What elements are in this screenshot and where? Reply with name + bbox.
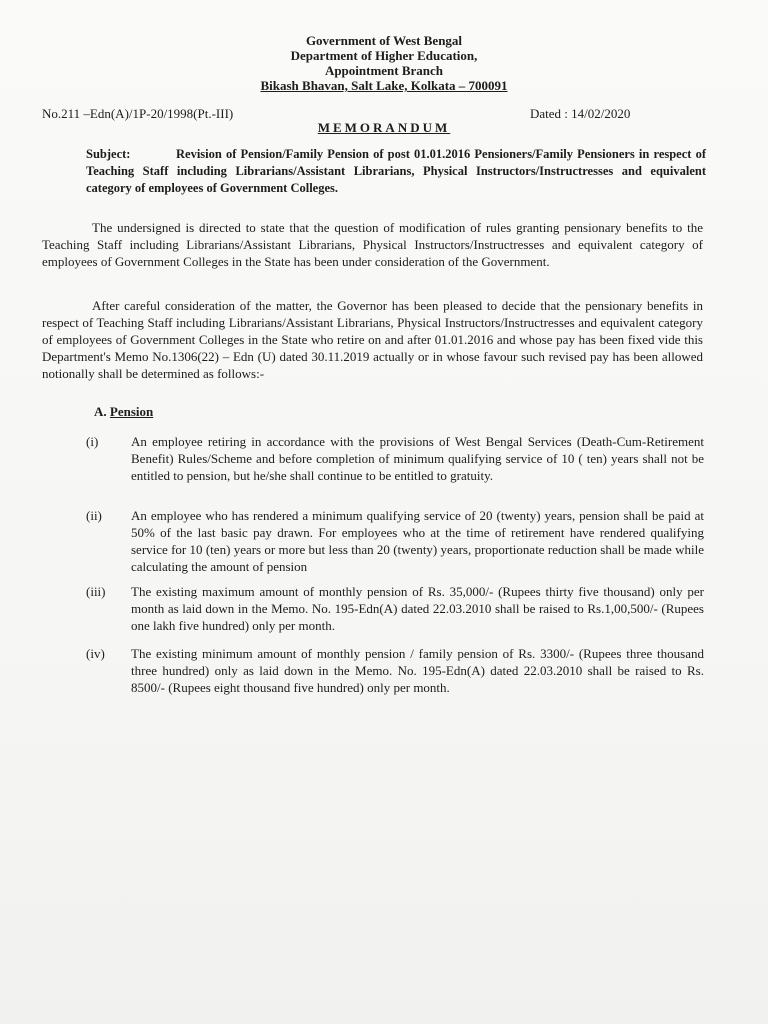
section-title: Pension	[109, 404, 154, 419]
memo-title	[0, 120, 768, 136]
section-prefix: A.	[94, 404, 107, 419]
list-item	[86, 645, 704, 696]
list-item-number: (ii)	[86, 508, 102, 523]
section-heading	[94, 404, 153, 420]
paragraph-2: After careful consideration of the matter, the Governor has been pleased to decide that the pensionary benefits in respect of Teaching Staff including Librarians/Assistant Librarians, Physical Instructors/Instructresses and equivalent category of employees of Government Colleges in the State who retire on and after 01.01.2016 and whose pay has been fixed vide this Department's Memo No.1306(22) – Edn (U) dated 30.11.2019 actually or in whose favour such revised pay has been allowed notionally shall be determined as follows:-	[42, 298, 703, 381]
list-item-text: The existing maximum amount of monthly pension of Rs. 35,000/- (Rupees thirty five thousand) only per month as laid down in the Memo. No. 195-Edn(A) dated 22.03.2010 shall be raised to Rs.1,00,500/- (Rupees one lakh five hundred) only per month.	[131, 584, 704, 633]
subject-label: Subject:	[86, 147, 131, 161]
letterhead	[0, 33, 768, 93]
list-item	[86, 433, 704, 484]
list-item-text: An employee who has rendered a minimum qualifying service of 20 (twenty) years, pension shall be paid at 50% of the last basic pay drawn. For employees who at the time of retirement have rendered qualifying service for 10 (ten) years or more but less than 20 (twenty) years, proportionate reduction shall be made while calculating the amount of pension	[131, 508, 704, 574]
paragraph-1: The undersigned is directed to state that the question of modification of rules granting pensionary benefits to the Teaching Staff including Librarians/Assistant Librarians, Physical Instructors/Instructresses and equivalent category of employees of Government Colleges in the State has been under consideration of the Government.	[42, 220, 703, 269]
list-item-number: (i)	[86, 434, 99, 449]
memo-date: Dated : 14/02/2020	[530, 106, 631, 121]
letterhead-address: Bikash Bhavan, Salt Lake, Kolkata – 700091	[260, 78, 508, 93]
list-item-number: (iv)	[86, 646, 105, 661]
memo-number: No.211 –Edn(A)/1P-20/1998(Pt.-III)	[42, 106, 234, 121]
list-item-text: An employee retiring in accordance with the provisions of West Bengal Services (Death-Cum-Retirement Benefit) Rules/Scheme and before completion of minimum qualifying service of 10 ( ten) years shall not be entitled to pension, but he/she shall continue to be entitled to gratuity.	[131, 434, 704, 483]
list-item	[86, 507, 704, 575]
subject-block	[86, 146, 706, 197]
list-item	[86, 583, 704, 634]
list-item-number: (iii)	[86, 584, 106, 599]
list-item-text: The existing minimum amount of monthly pension / family pension of Rs. 3300/- (Rupees three thousand three hundred) only as laid down in the Memo. No. 195-Edn(A) dated 22.03.2010 shall be raised to Rs. 8500/- (Rupees eight thousand five hundred) only per month.	[131, 646, 704, 695]
memo-title-text: MEMORANDUM	[317, 120, 451, 135]
letterhead-government: Government of West Bengal	[305, 33, 463, 48]
letterhead-branch: Appointment Branch	[324, 63, 444, 78]
letterhead-department: Department of Higher Education,	[290, 48, 478, 63]
subject-text: Revision of Pension/Family Pension of post 01.01.2016 Pensioners/Family Pensioners in respect of Teaching Staff including Librarians/Assistant Librarians, Physical Instructors/Instructresses and equivalent category of employees of Government Colleges.	[86, 147, 706, 195]
